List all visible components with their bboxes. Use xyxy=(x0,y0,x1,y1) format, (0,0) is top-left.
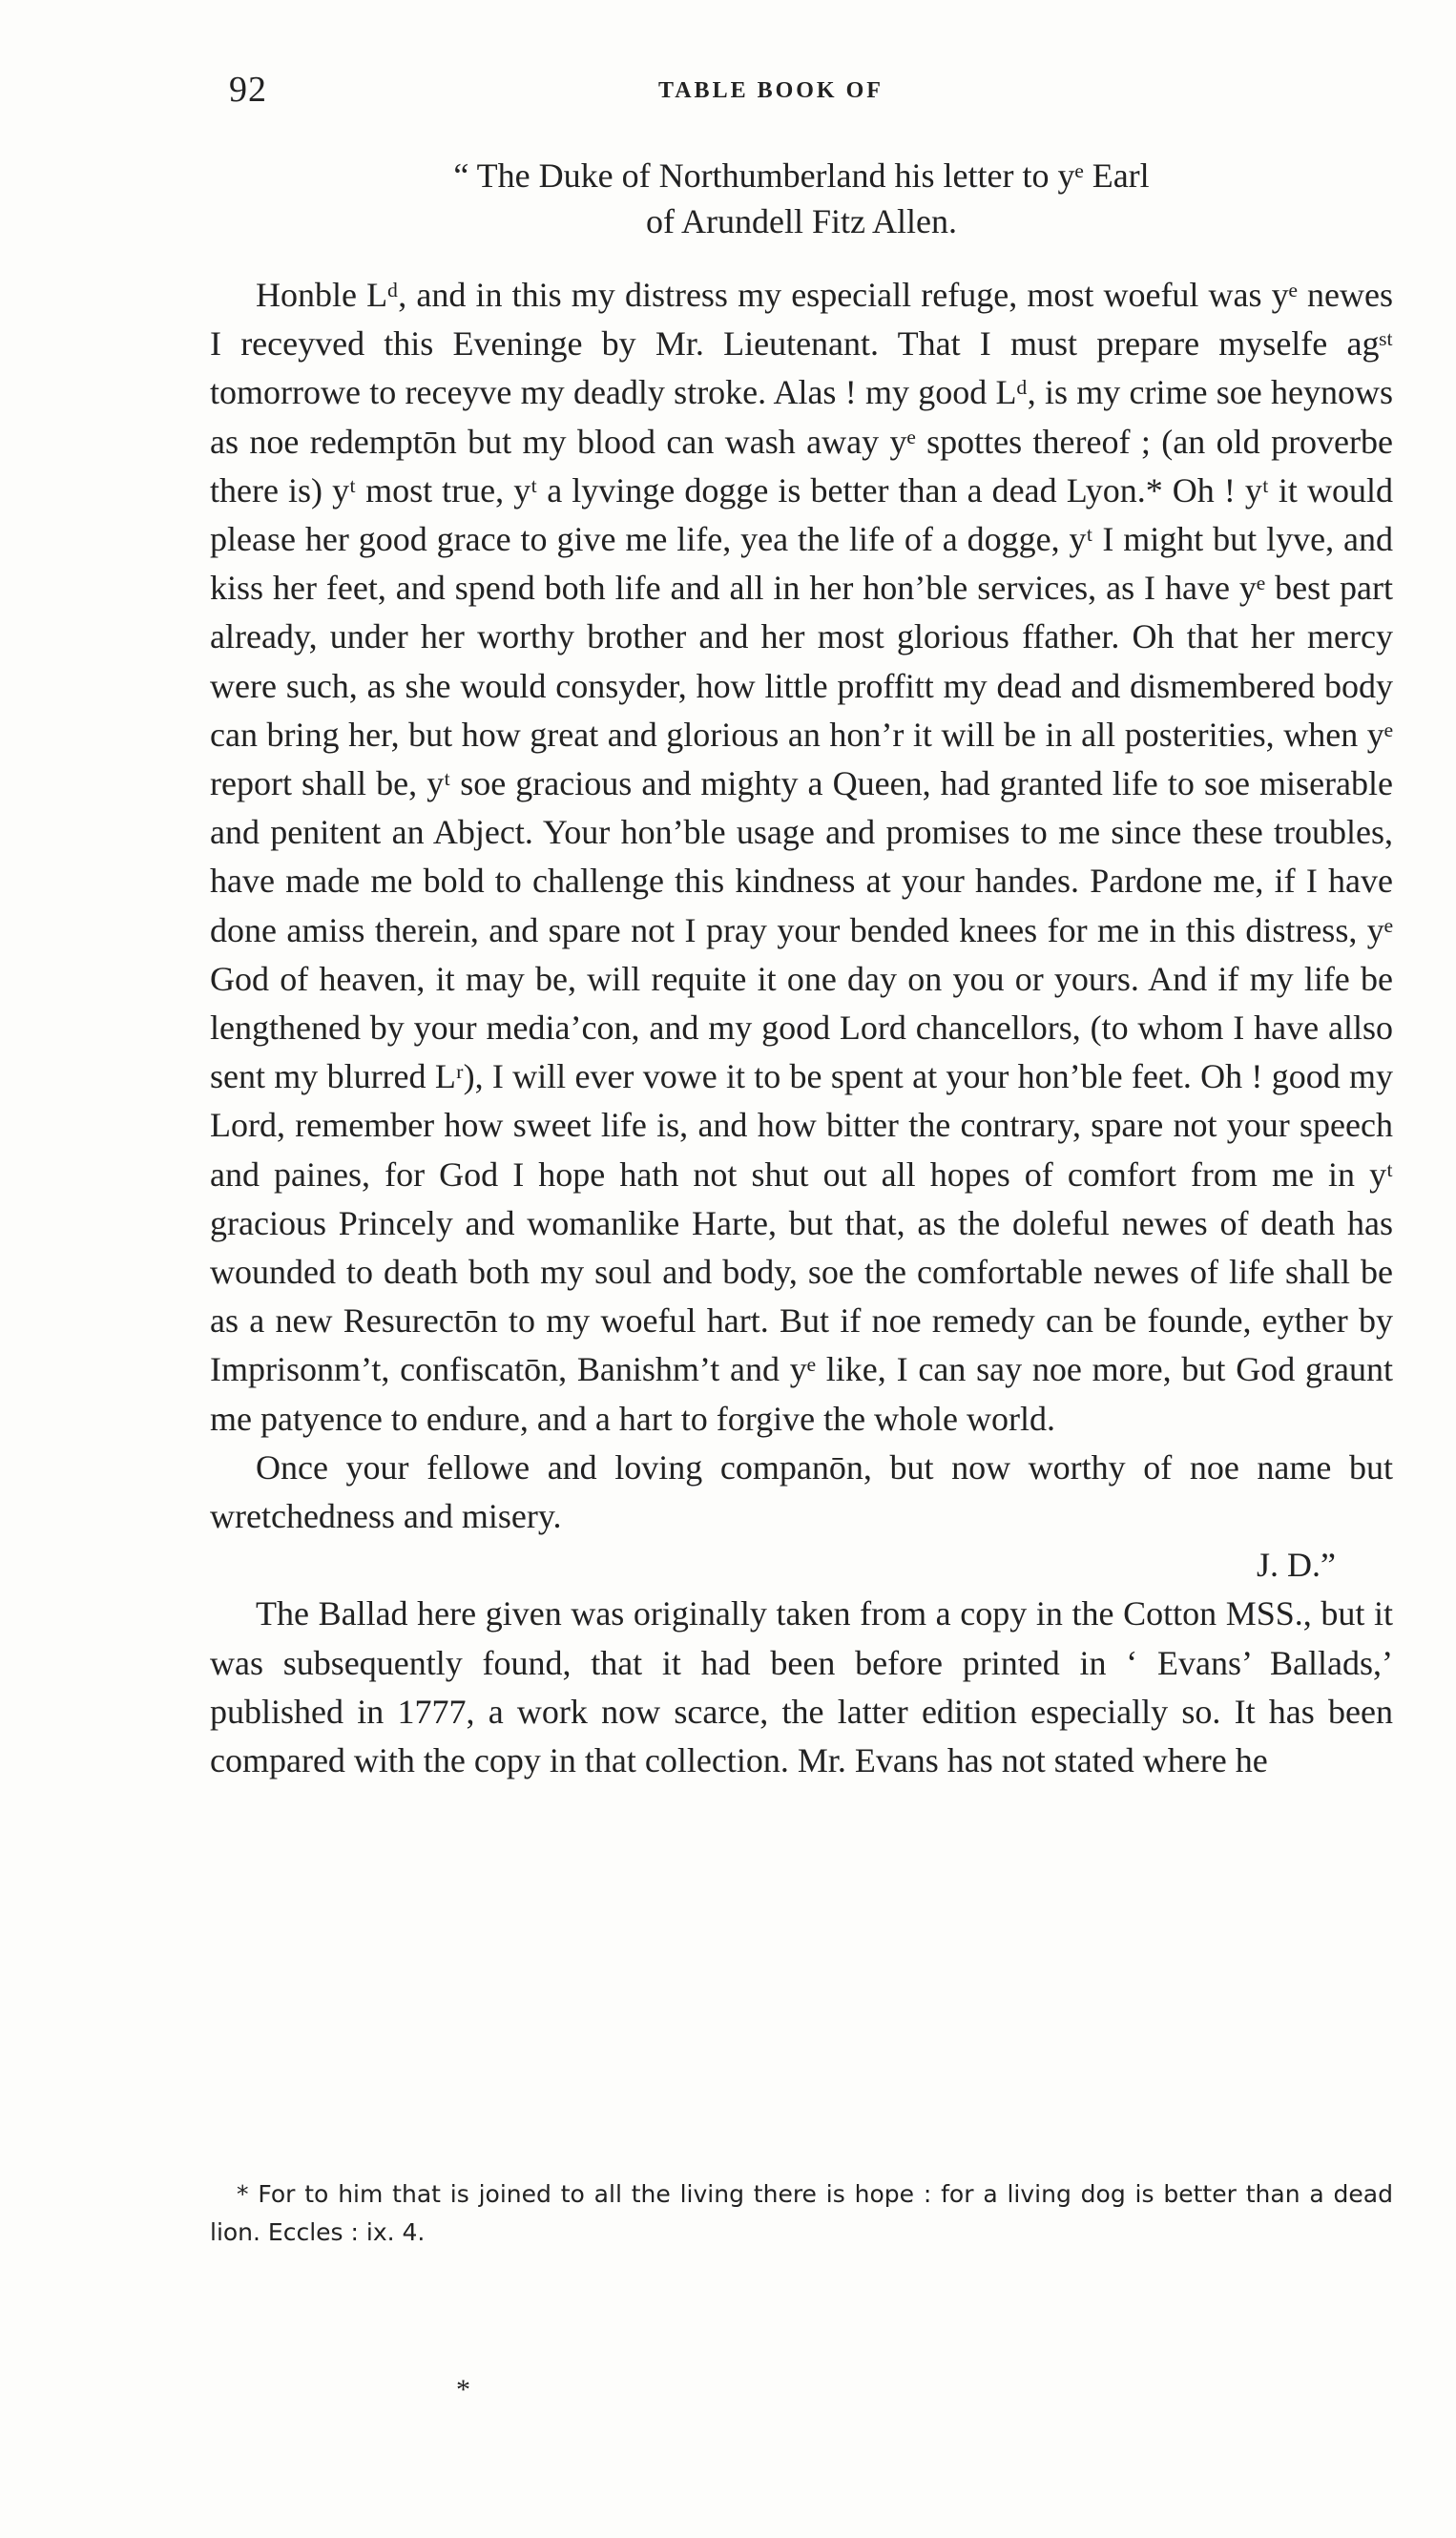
body-text xyxy=(210,153,1393,1785)
page-header xyxy=(229,69,1183,126)
letter-signature: J. D.” xyxy=(1257,1546,1336,1585)
letter-title-line-1: “ The Duke of Northumberland his letter to yᵉ Earl xyxy=(453,156,1150,195)
footnote: * For to him that is joined to all the living there is hope : for a living dog is better than a dead lion. Eccles : ix. 4. xyxy=(210,2180,1393,2246)
letter-closing-paragraph: Once your fellowe and loving companōn, but now worthy of noe name but wretchedness and misery. xyxy=(210,1447,1393,1536)
letter-paragraph: Honble Lᵈ, and in this my distress my especiall refuge, most woeful was yᵉ newes I receyved this Eveninge by Mr. Lieutenant. That I must prepare myselfe agˢᵗ tomorrowe to receyve my deadly stroke. Alas ! my good Lᵈ, is my crime soe heynows as noe redemptōn but my blood can wash away yᵉ spottes thereof ; (an old proverbe there is) yᵗ most true, yᵗ a lyvinge dogge is better than a dead Lyon.* Oh ! yᵗ it would please her good grace to give me life, yea the life of a dogge, yᵗ I might but lyve, and kiss her feet, and spend both life and all in her hon’ble services, as I have yᵉ best part already, under her worthy brother and her most glorious ffather. Oh that her mercy were such, as she would consyder, how little proffitt my dead and dismembered body can bring her, but how great and glorious an hon’r it will be in all posterities, when yᵉ report shall be, yᵗ soe gracious and mighty a Queen, had granted life to soe miserable and penitent an Abject. Your hon’ble usage and promises to me since these troubles, have made me bold to challenge this kindness at your handes. Pardone me, if I have done amiss therein, and spare not I pray your bended knees for me in this distress, yᵉ God of heaven, it may be, will requite it one day on you or yours. And if my life be lengthened by your media’con, and my good Lord chancellors, (to whom I have allso sent my blurred Lʳ), I will ever vowe it to be spent at your hon’ble feet. Oh ! good my Lord, remember how sweet life is, and how bitter the contrary, spare not your speech and paines, for God I hope hath not shut out all hopes of comfort from me in yᵗ gracious Princely and womanlike Harte, but that, as the doleful newes of death has wounded to death both my soul and body, soe the comfortable newes of life shall be as a new Resurectōn to my woeful hart. But if noe remedy can be founde, eyther by Imprisonm’t, confiscatōn, Banishm’t and yᵉ like, I can say noe more, but God graunt me patyence to endure, and a hart to forgive the whole world. xyxy=(210,276,1393,1438)
page-number: 92 xyxy=(229,70,267,110)
running-head: TABLE BOOK OF xyxy=(658,78,884,103)
letter-title-line-2: of Arundell Fitz Allen. xyxy=(646,202,957,240)
signature-mark: * xyxy=(456,2374,470,2405)
commentary-paragraph: The Ballad here given was originally taken from a copy in the Cotton MSS., but it was subsequently found, that it had been before printed in ‘ Evans’ Ballads,’ published in 1777, a work now scarce, the latter edition especially so. It has been compared with the copy in that collection. Mr. Evans has not stated where he xyxy=(210,1594,1393,1780)
